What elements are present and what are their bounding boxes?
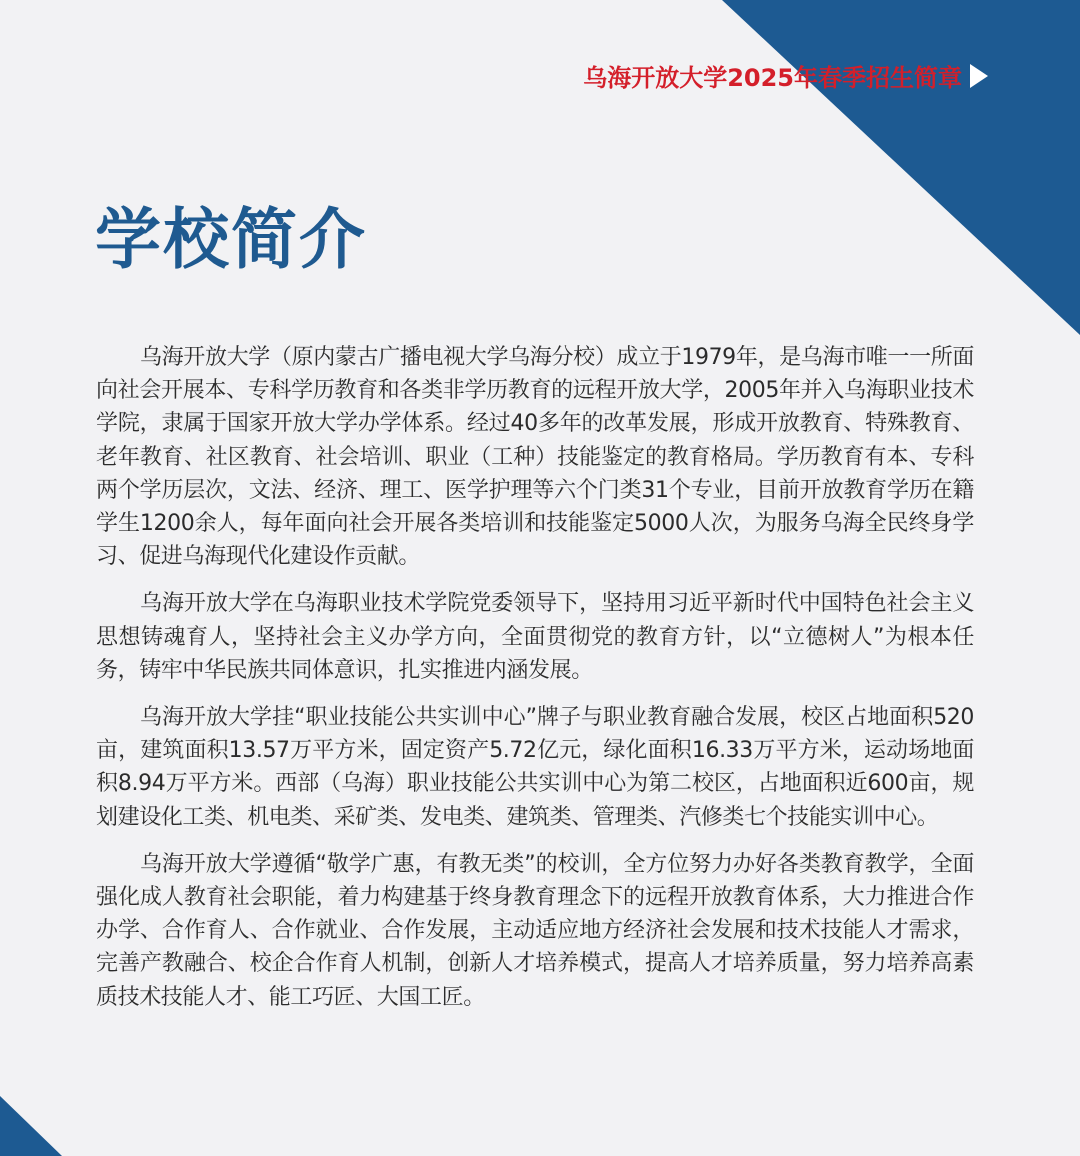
- banner-title: 乌海开放大学2025年春季招生简章: [583, 64, 962, 92]
- intro-paragraph-3: 乌海开放大学挂“职业技能公共实训中心”牌子与职业教育融合发展，校区占地面积520亩，建筑面积13.57万平方米，固定资产5.72亿元，绿化面积16.33万平方米，运动场地面积8.94万平方米。西部（乌海）职业技能公共实训中心为第二校区，占地面积近600亩，规划建设化工类、机电类、采矿类、发电类、建筑类、管理类、汽修类七个技能实训中心。: [96, 705, 974, 830]
- intro-paragraph-4: 乌海开放大学遵循“敬学广惠，有教无类”的校训，全方位努力办好各类教育教学，全面强化成人教育社会职能，着力构建基于终身教育理念下的远程开放教育体系，大力推进合作办学、合作育人、合作就业、合作发展，主动适应地方经济社会发展和技术技能人才需求，完善产教融合、校企合作育人机制，创新人才培养模式，提高人才培养质量，努力培养高素质技术技能人才、能工巧匠、大国工匠。: [96, 851, 974, 1010]
- bottom-left-blue-triangle: [0, 1096, 62, 1156]
- play-arrow-icon: [970, 64, 988, 88]
- page-title: 学校简介: [95, 201, 367, 278]
- intro-paragraph-1: 乌海开放大学（原内蒙古广播电视大学乌海分校）成立于1979年，是乌海市唯一一所面向社会开展本、专科学历教育和各类非学历教育的远程开放大学，2005年并入乌海职业技术学院，隶属于国家开放大学办学体系。经过40多年的改革发展，形成开放教育、特殊教育、老年教育、社区教育、社会培训、职业（工种）技能鉴定的教育格局。学历教育有本、专科两个学历层次，文法、经济、理工、医学护理等六个门类31个专业，目前开放教育学历在籍学生1200余人，每年面向社会开展各类培训和技能鉴定5000人次，为服务乌海全民终身学习、促进乌海现代化建设作贡献。: [96, 345, 974, 570]
- header-banner: [583, 58, 988, 93]
- intro-paragraph-2: 乌海开放大学在乌海职业技术学院党委领导下，坚持用习近平新时代中国特色社会主义思想铸魂育人，坚持社会主义办学方向，全面贯彻党的教育方针，以“立德树人”为根本任务，铸牢中华民族共同体意识，扎实推进内涵发展。: [96, 591, 974, 683]
- top-right-blue-triangle: [722, 0, 1080, 335]
- intro-body: [96, 341, 974, 1028]
